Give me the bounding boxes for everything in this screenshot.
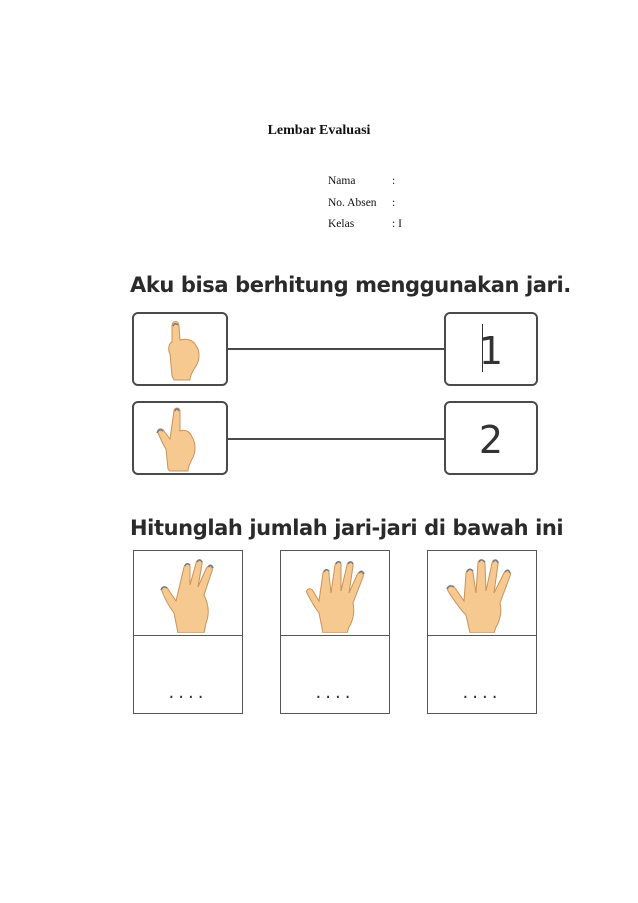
count-card-3 bbox=[427, 550, 537, 714]
info-label: Kelas bbox=[328, 218, 355, 230]
four-finger-hand-icon bbox=[281, 551, 388, 633]
card-image-area bbox=[134, 551, 242, 636]
count-card-1 bbox=[133, 550, 243, 714]
answer-blank[interactable]: .... bbox=[462, 682, 502, 703]
number-box-2 bbox=[444, 401, 538, 475]
answer-blank[interactable]: .... bbox=[168, 682, 208, 703]
number-box-1 bbox=[444, 312, 538, 386]
connector-line-2 bbox=[228, 438, 444, 440]
info-label: Nama bbox=[328, 175, 356, 187]
three-finger-hand-icon bbox=[134, 551, 241, 633]
number-label: 1 bbox=[478, 329, 504, 373]
page-title: Lembar Evaluasi bbox=[267, 123, 371, 138]
card-image-area bbox=[428, 551, 536, 636]
number-label: 2 bbox=[478, 418, 504, 462]
info-label: No. Absen bbox=[328, 197, 377, 209]
hand-box-2 bbox=[132, 401, 228, 475]
section2-heading: Hitunglah jumlah jari-jari di bawah ini bbox=[130, 516, 564, 540]
info-row-kelas bbox=[328, 218, 402, 230]
section1-heading: Aku bisa berhitung menggunakan jari. bbox=[130, 273, 571, 297]
card-image-area bbox=[281, 551, 389, 636]
one-finger-hand-icon bbox=[134, 314, 226, 384]
five-finger-hand-icon bbox=[428, 551, 535, 633]
hand-box-1 bbox=[132, 312, 228, 386]
info-value: : bbox=[392, 175, 396, 187]
info-value: : bbox=[392, 197, 396, 209]
info-value: : I bbox=[392, 218, 402, 230]
connector-line-1 bbox=[228, 348, 444, 350]
two-finger-hand-icon bbox=[134, 403, 226, 473]
count-card-2 bbox=[280, 550, 390, 714]
info-row-nama bbox=[328, 175, 395, 187]
answer-blank[interactable]: .... bbox=[315, 682, 355, 703]
info-row-absen bbox=[328, 197, 395, 209]
